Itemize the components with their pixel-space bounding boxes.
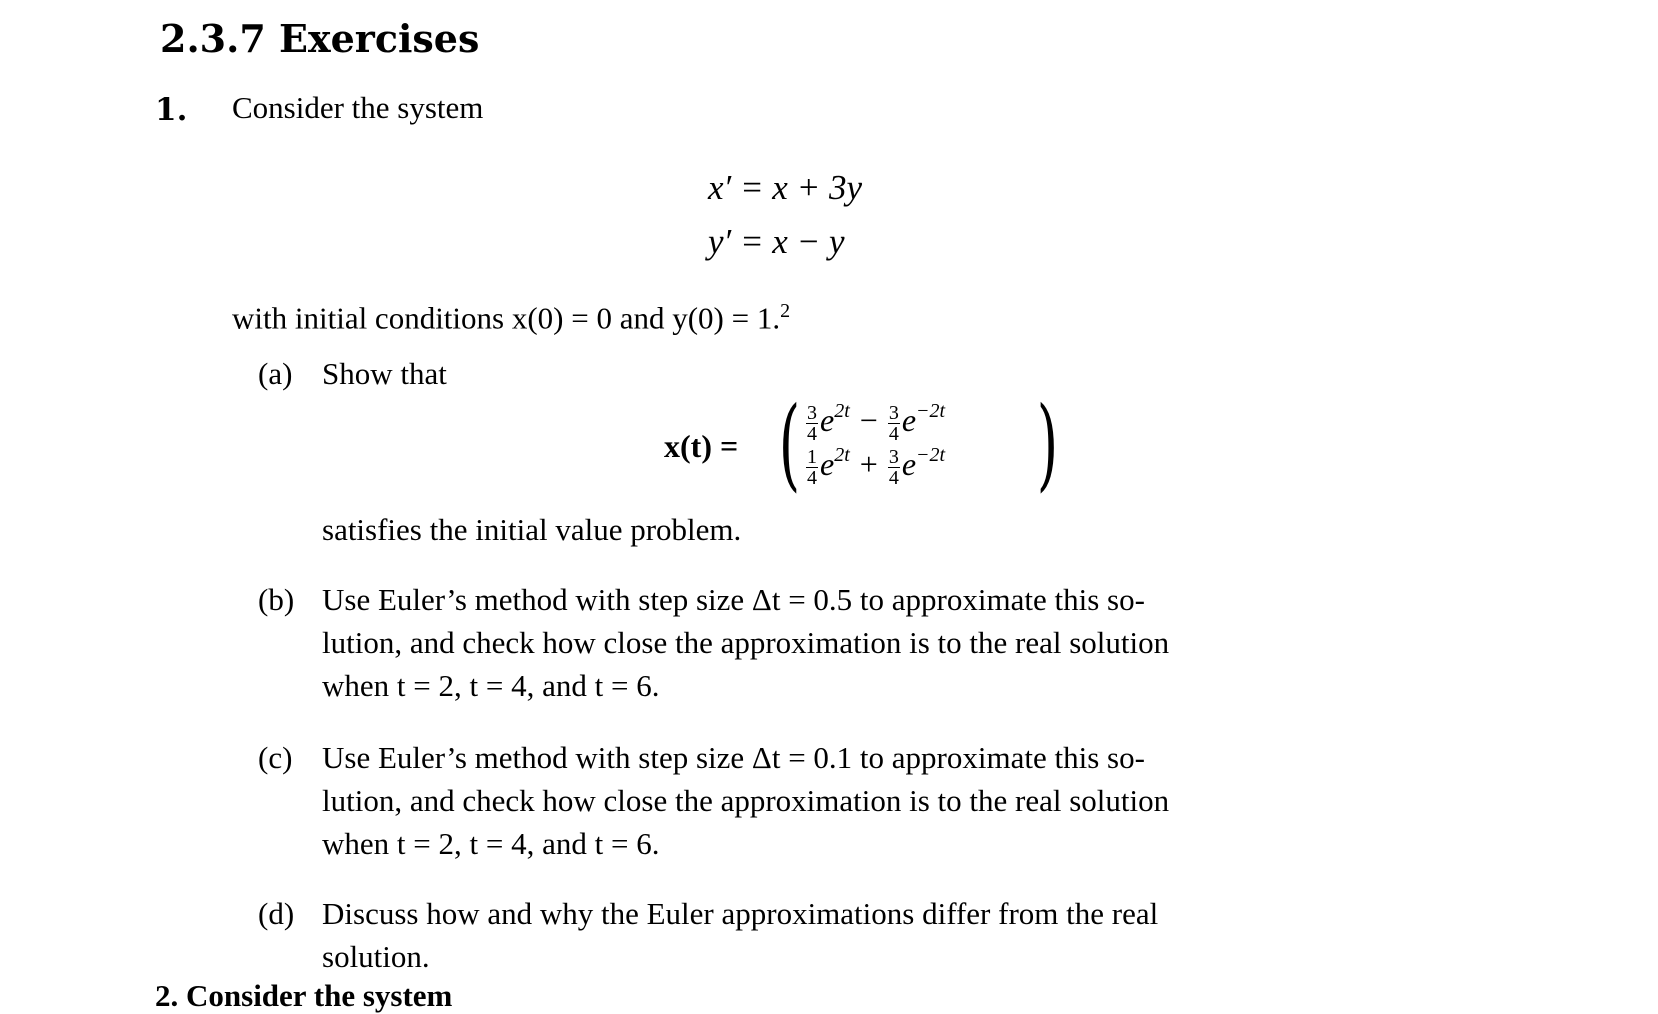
fraction: $\frac{3}{4}$	[888, 446, 899, 490]
matrix-row-1: $\frac{3}{4}$ $e^{2t}$ − $\frac{3}{4}$ $e^{-2t}$	[807, 400, 946, 446]
part-c-text: Use Euler’s method with step size Δt = 0.1 to approximate this so- lution, and check how close the approximation is to the real solution when t = 2, t = 4, and t = 6.	[322, 740, 1170, 861]
left-paren: (	[778, 385, 801, 502]
matrix-row-2: $\frac{1}{4}$ $e^{2t}$ + $\frac{3}{4}$ $e^{-2t}$	[807, 444, 946, 490]
part-a-label: (a)	[258, 356, 293, 391]
vector-lhs	[664, 428, 738, 465]
equation-line-2: y′ = x − y	[708, 222, 845, 261]
right-paren: )	[1036, 385, 1059, 502]
section-title: 2.3.7 Exercises	[160, 16, 480, 61]
solution-matrix	[770, 385, 1130, 502]
part-c-label: (c)	[258, 740, 293, 775]
fraction: $\frac{3}{4}$	[807, 402, 817, 446]
exercise-number: 1.	[155, 92, 188, 128]
part-b-text: Use Euler’s method with step size Δt = 0.5 to approximate this so- lution, and check how close the approximation is to the real solution when t = 2, t = 4, and t = 6.	[322, 582, 1170, 703]
equation-line-1: x′ = x + 3y	[708, 168, 862, 207]
initial-conditions	[232, 300, 790, 336]
part-a-after: satisfies the initial value problem.	[322, 512, 742, 547]
exercise-intro: Consider the system	[232, 90, 484, 125]
fraction: $\frac{3}{4}$	[888, 402, 899, 446]
part-b-label: (b)	[258, 582, 295, 617]
next-exercise-cutoff: 2. Consider the system	[155, 978, 453, 1013]
vector-lhs-text: x(t) =	[664, 428, 739, 464]
part-d-text: Discuss how and why the Euler approximations differ from the real solution.	[322, 896, 1159, 974]
initial-conditions-text: with initial conditions x(0) = 0 and y(0) = 1.	[232, 300, 781, 336]
part-d-label: (d)	[258, 896, 295, 931]
fraction: $\frac{1}{4}$	[807, 446, 817, 490]
footnote-mark: 2	[780, 300, 791, 322]
part-a-text: Show that	[322, 356, 447, 391]
